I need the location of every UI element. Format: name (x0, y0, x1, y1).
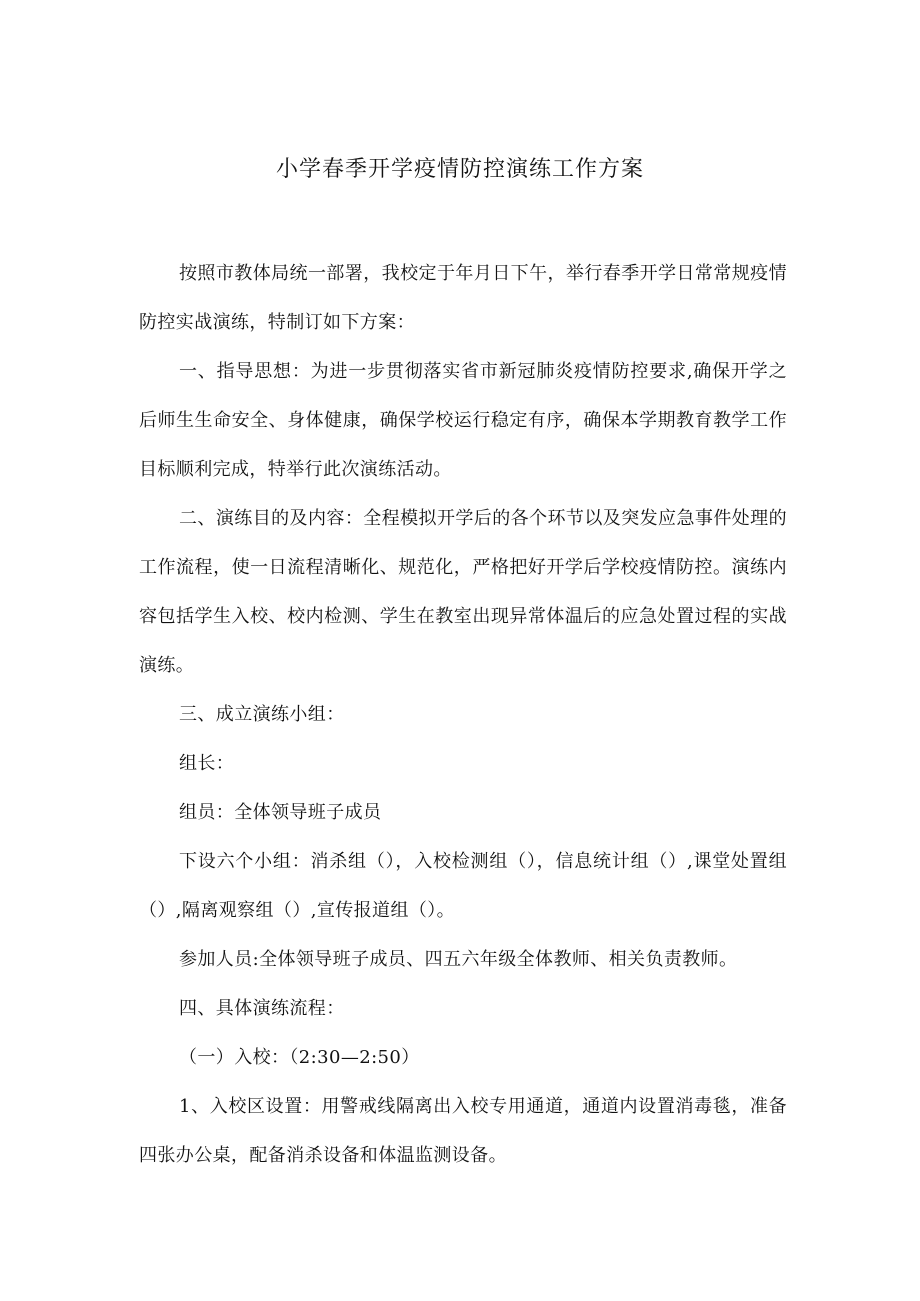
paragraph-subgroups: 下设六个小组：消杀组（），入校检测组（），信息统计组（）,课堂处置组（）,隔离观察组（）,宣传报道组（）。 (139, 851, 787, 921)
paragraph-guiding-principle: 一、指导思想：为进一步贯彻落实省市新冠肺炎疫情防控要求,确保开学之后师生生命安全、身体健康，确保学校运行稳定有序，确保本学期教育教学工作目标顺利完成，特举行此次演练活动。 (139, 361, 787, 480)
paragraph-drill-purpose: 二、演练目的及内容：全程模拟开学后的各个环节以及突发应急事件处理的工作流程，使一日流程清晰化、规范化，严格把好开学后学校疫情防控。演练内容包括学生入校、校内检测、学生在教室出现异常体温后的应急处置过程的实战演练。 (139, 508, 787, 676)
document-title: 小学春季开学疫情防控演练工作方案 (275, 157, 644, 182)
paragraph-intro: 按照市教体局统一部署，我校定于年月日下午，举行春季开学日常常规疫情防控实战演练，特制订如下方案： (139, 263, 787, 333)
paragraph-participants: 参加人员:全体领导班子成员、四五六年级全体教师、相关负责教师。 (179, 949, 738, 970)
paragraph-team-members: 组员：全体领导班子成员 (179, 802, 382, 823)
document-body (139, 249, 787, 1180)
paragraph-team-leader: 组长： (179, 753, 235, 774)
paragraph-entry-time: （一）入校：（2:30—2:50） (179, 1047, 420, 1068)
paragraph-team-heading: 三、成立演练小组： (179, 704, 345, 725)
paragraph-entry-setup: 1、入校区设置：用警戒线隔离出入校专用通道，通道内设置消毒毯，准备四张办公桌，配备消杀设备和体温监测设备。 (139, 1096, 787, 1166)
paragraph-process-heading: 四、具体演练流程： (179, 998, 345, 1019)
